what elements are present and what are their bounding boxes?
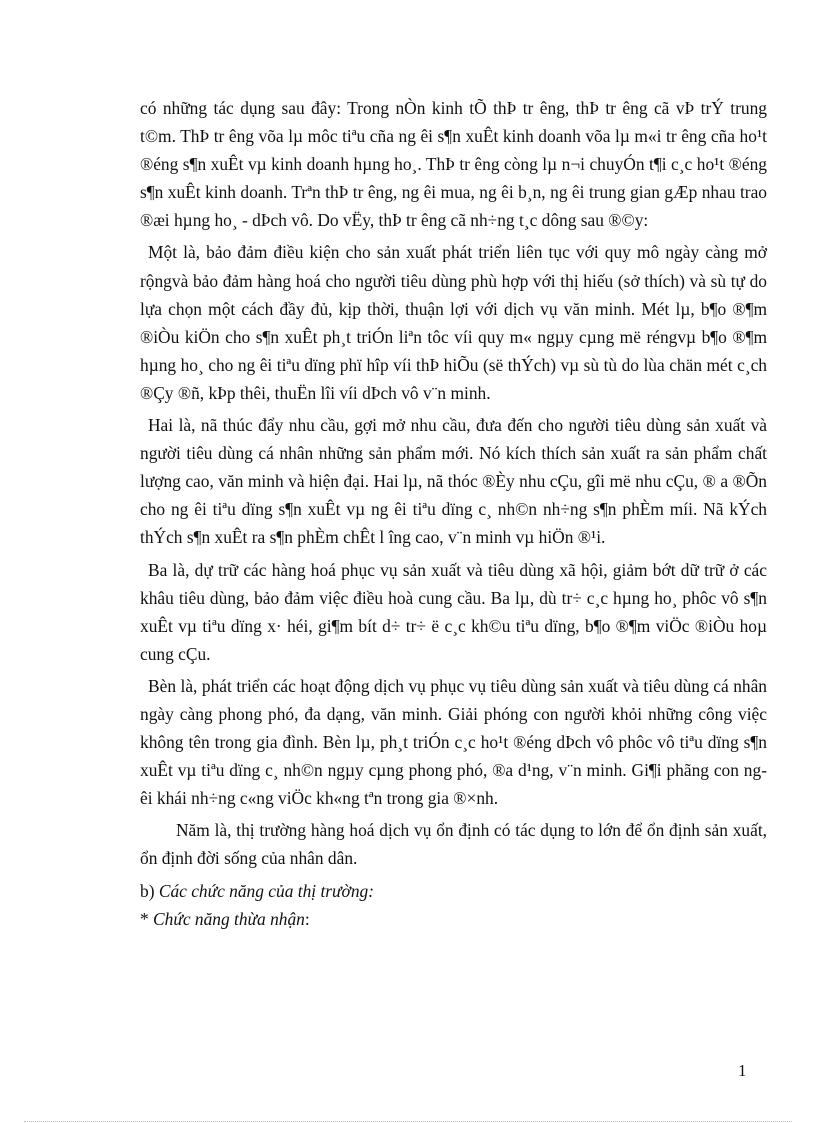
page-bottom-divider: [24, 1121, 792, 1122]
section-b-title: Các chức năng của thị trường:: [158, 880, 375, 901]
paragraph-nam-la: Năm là, thị trường hàng hoá dịch vụ ổn định có tác dụng to lớn để ổn định sản xuất, ổn định đời sống của nhân dân.: [140, 820, 767, 869]
bullet-suffix: :: [304, 908, 310, 929]
page-number: 1: [738, 1061, 747, 1080]
paragraph-ba-la: Ba là, dự trữ các hàng hoá phục vụ sản xuất và tiêu dùng xã hội, giảm bớt dữ trữ ở các khâu tiêu dùng, bảo đảm việc điều hoà cung cầu. Ba lµ, dù tr÷ c¸c hµng ho¸ phôc vô s¶n xuÊt vµ tiªu dïng x· héi, gi¶m bít d÷ tr÷ ë c¸c kh©u tiªu dïng, b¶o ®¶m viÖc ®iÒu hoµ cung cÇu.: [140, 559, 767, 664]
paragraph-hai-la: Hai là, nã thúc đẩy nhu cầu, gợi mở nhu cầu, đưa đến cho người tiêu dùng sản xuất và người tiêu dùng cá nhân những sản phẩm mới. Nó kích thích sản xuất ra sản phẩm chất lượng cao, văn minh và hiện đại. Hai lµ, nã thóc ®Èy nhu cÇu, gîi më nhu cÇu, ® a ®Õn cho ng êi tiªu dïng s¶n xuÊt vµ ng êi tiªu dïng c¸ nh©n nh÷ng s¶n phÈm míi. Nã kÝch thÝch s¶n xuÊt ra s¶n phÈm chÊt l îng cao, v¨n minh vµ hiÖn ®¹i.: [140, 415, 767, 548]
bullet-prefix: *: [140, 908, 154, 929]
section-heading-b: [140, 877, 767, 905]
paragraph-bon-la: Bèn là, phát triển các hoạt động dịch vụ phục vụ tiêu dùng sản xuất và tiêu dùng cá nhân ngày càng phong phó, đa dạng, văn minh. Giải phóng con người khỏi những công việc không tên trong gia đình. Bèn lµ, ph¸t triÓn c¸c ho¹t ®éng dÞch vô phôc vô tiªu dïng s¶n xuÊt vµ tiªu dïng c¸ nh©n ngµy cµng phong phó, ®a d¹ng, v¨n minh. Gi¶i phãng con ng êi khái nh÷ng c«ng viÖc kh«ng tªn trong gia ®×nh.: [140, 675, 767, 809]
bullet-title: Chức năng thừa nhận: [153, 908, 305, 929]
paragraph-intro: có những tác dụng sau đây: Trong nÒn kinh tÕ thÞ tr êng, thÞ tr êng cã vÞ trÝ trung t©m. ThÞ tr êng võa lµ môc tiªu cña ng êi s¶n xuÊt kinh doanh võa lµ m«i tr êng cña ho¹t ®éng s¶n xuÊt vµ kinh doanh hµng ho¸. ThÞ tr êng còng lµ n¬i chuyÓn t¶i c¸c ho¹t ®éng s¶n xuÊt kinh doanh. Trªn thÞ tr êng, ng êi mua, ng êi b¸n, ng êi trung gian gÆp nhau trao ®æi hµng ho¸ - dÞch vô. Do vËy, thÞ tr êng cã nh÷ng t¸c dông sau ®©y:: [140, 98, 767, 231]
paragraph-mot-la: Một là, bảo đảm điều kiện cho sản xuất phát triển liên tục với quy mô ngày càng mở rộngvà bảo đảm hàng hoá cho người tiêu dùng phù hợp với thị hiếu (sở thích) và sù tự do lựa chọn một cách đầy đủ, kịp thời, thuận lợi với dịch vụ văn minh. Mét lµ, b¶o ®¶m ®iÒu kiÖn cho s¶n xuÊt ph¸t triÓn liªn tôc víi quy m« ngµy cµng më réngvµ b¶o ®¶m hµng ho¸ cho ng êi tiªu dïng phï hîp víi thÞ hiÕu (së thÝch) vµ sù tù do lùa chän mét c¸ch ®Çy ®ñ, kÞp thêi, thuËn lîi víi dÞch vô v¨n minh.: [140, 242, 767, 403]
bullet-heading: [140, 905, 767, 933]
page-body: [140, 94, 767, 933]
section-b-prefix: b): [140, 880, 159, 901]
